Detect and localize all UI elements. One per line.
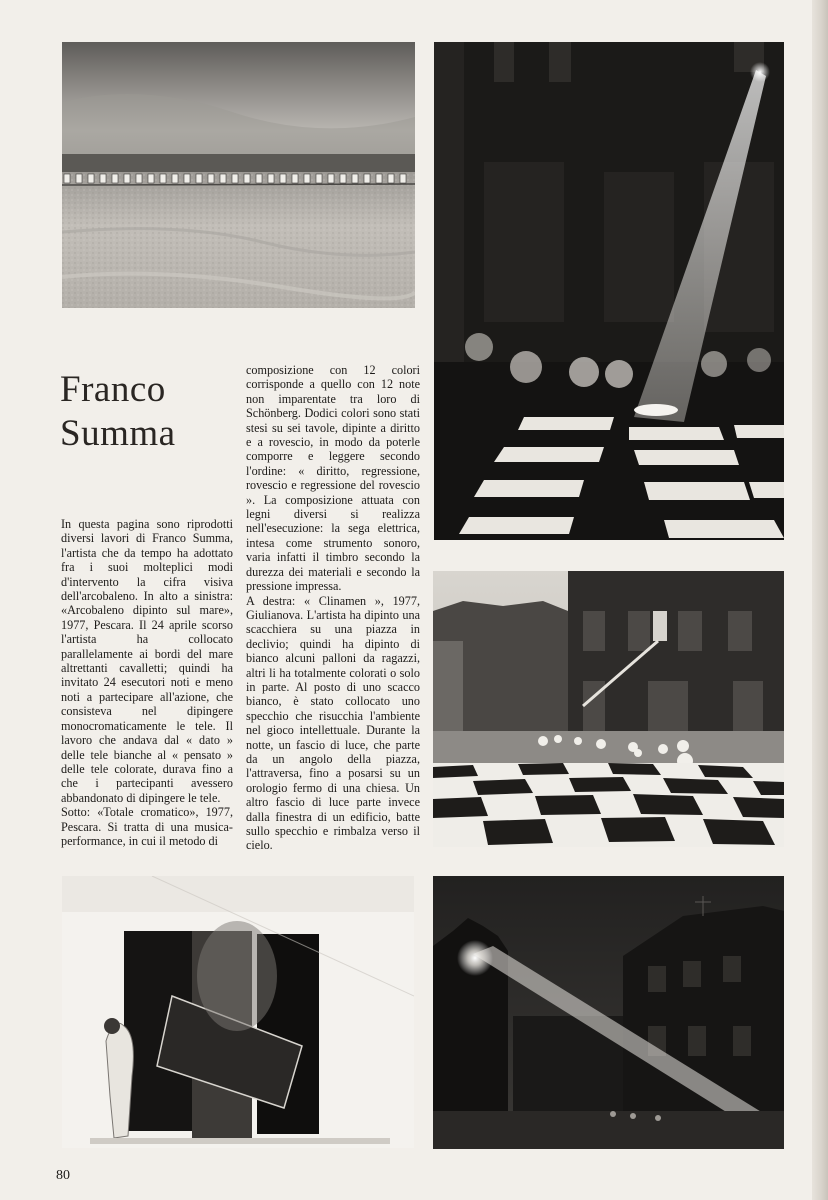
title-line-2: Summa (60, 413, 176, 454)
text-column-left (61, 517, 233, 848)
checkerboard-piazza-photo (433, 571, 784, 847)
paragraph: In questa pagina sono riprodotti diversi lavori di Franco Summa, l'artista che da tempo ha adottato fra i suoi molteplici modi d'intervento la cifra visiva dell'arcobaleno. In alto a sinistra: «Arcobaleno dipinto sul mare», 1977, Pescara. Il 24 aprile scorso l'artista ha collocato parallelamente ai bordi del mare altrettanti cavalletti; quindi ha invitato 24 esecutori noti e meno noti a partecipare all'azione, che consisteva nel dipingere monocromaticamente le tele. Il lavoro che andava dal « dato » delle tele bianche al « pensato » delle tele colorate, durava fino a che i partecipanti avessero abbandonato di dipingere le tele. (61, 517, 233, 805)
beach-easels-photo (62, 42, 415, 308)
text-column-middle (246, 363, 420, 853)
paragraph: A destra: « Clinamen », 1977, Giulianova. L'artista ha dipinto una scacchiera su una piazza in declivio; quindi ha dipinto di bianco alcuni palloni da ragazzi, altri li ha totalmente colorati o solo in parte. Al posto di uno scacco bianco, è stato collocato uno specchio che risucchia l'ambiente nel gioco intellettuale. Durante la notte, un fascio di luce, che parte da un angolo della piazza, l'attraversa, fino a posarsi su un orologio fermo di una chiesa. Un altro fascio di luce parte invece dalla finestra di un edificio, batte sullo specchio e rimbalza verso il cielo. (246, 593, 420, 853)
color-panels-performance-photo (62, 876, 414, 1148)
article-title (60, 368, 260, 456)
paragraph: composizione con 12 colori corrisponde a quello con 12 note non imparentate tra loro di Schönberg. Dodici colori sono stati stesi su sei tavole, dipinte a diritto e a rovescio, in modo da poterle comporre e leggere secondo l'ordine: « diritto, regressione, rovescio e regressione del rovescio ». La composizione attuata con legni diversi si realizza nell'esecuzione: la sega elettrica, intesa come strumento sonoro, varia infatti il timbro secondo la durezza dei materiali e secondo la pressione impressa. (246, 363, 420, 594)
page-number: 80 (56, 1168, 70, 1183)
night-square-light-beam-photo (434, 42, 784, 540)
page-edge (812, 0, 828, 1200)
paragraph: Sotto: «Totale cromatico», 1977, Pescara. Si tratta di una musica-performance, in cui il metodo di (61, 805, 233, 848)
title-line-1: Franco (60, 369, 166, 410)
night-church-light-beam-photo (433, 876, 784, 1149)
